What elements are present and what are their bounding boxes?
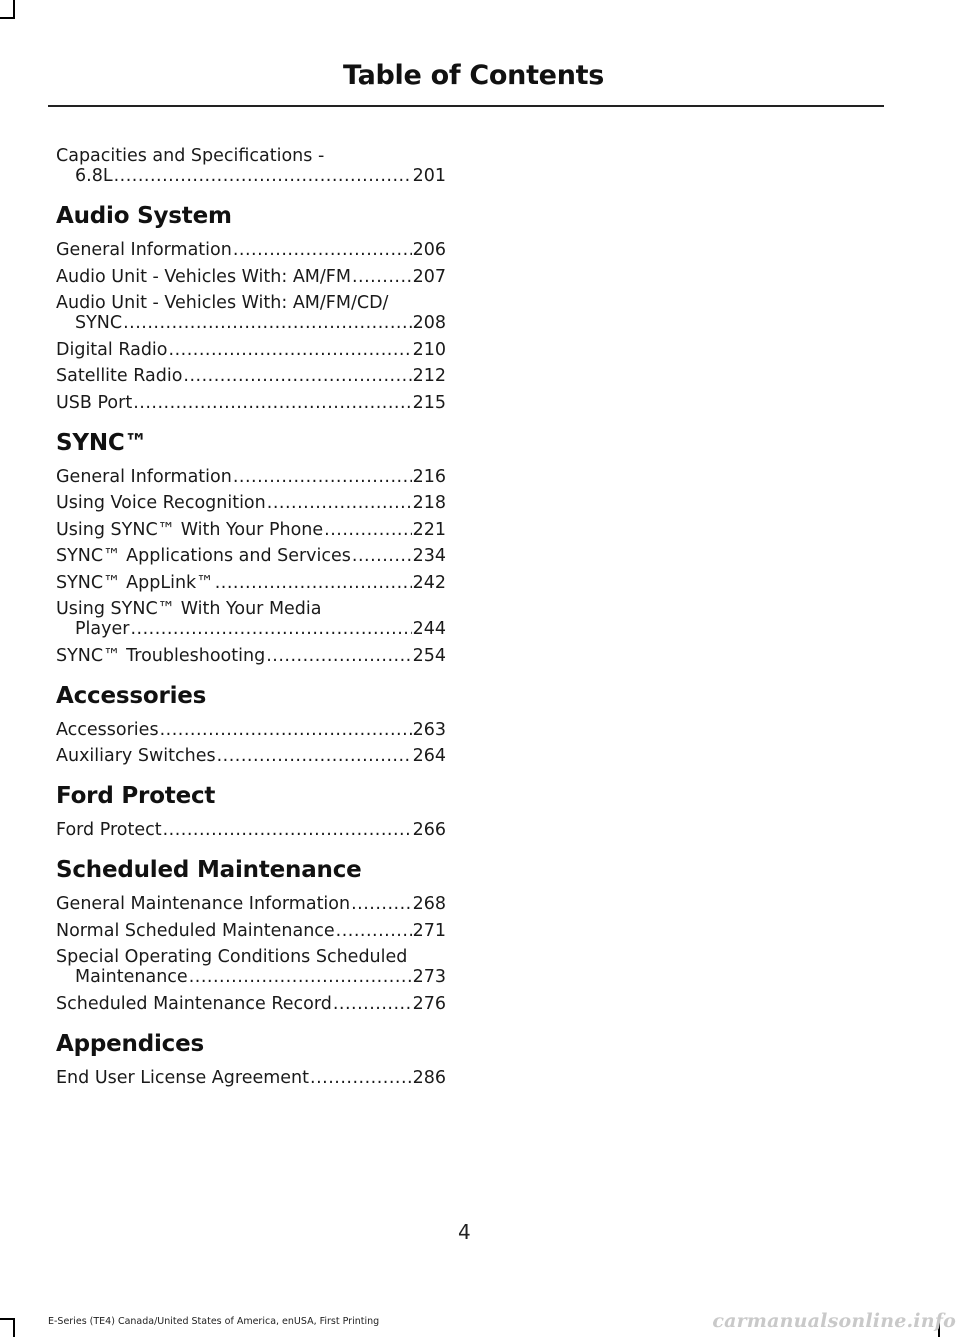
toc-entry-label: SYNC bbox=[75, 313, 123, 333]
toc-entry[interactable] bbox=[56, 493, 446, 513]
toc-entry[interactable] bbox=[56, 894, 446, 914]
header-divider bbox=[48, 105, 884, 107]
dot-leader bbox=[233, 240, 412, 260]
toc-entry[interactable] bbox=[56, 1068, 446, 1088]
crop-mark bbox=[0, 17, 15, 19]
dot-leader bbox=[333, 994, 412, 1014]
toc-entry[interactable] bbox=[56, 947, 446, 987]
toc-entry[interactable] bbox=[56, 746, 446, 766]
toc-entry-label-line1: Special Operating Conditions Scheduled bbox=[56, 947, 408, 967]
toc-entry[interactable] bbox=[56, 599, 446, 639]
toc-entry-label: General Information bbox=[56, 240, 232, 260]
dot-leader bbox=[266, 646, 411, 666]
toc-entry-label: Scheduled Maintenance Record bbox=[56, 993, 332, 1014]
toc-entry-page: 206 bbox=[412, 240, 446, 260]
toc-entry[interactable] bbox=[56, 546, 446, 566]
toc-entry[interactable] bbox=[56, 994, 446, 1014]
toc-entry-page: 271 bbox=[412, 920, 446, 941]
toc-entry-label: General Maintenance Information bbox=[56, 894, 351, 914]
toc-entry-page: 268 bbox=[412, 894, 446, 914]
toc-entry-label: General Information bbox=[56, 466, 232, 487]
dot-leader bbox=[169, 340, 412, 360]
dot-leader bbox=[217, 746, 412, 766]
toc-entry-page: 242 bbox=[412, 572, 446, 593]
dot-leader bbox=[114, 166, 412, 186]
dot-leader bbox=[310, 1068, 412, 1088]
toc-entry[interactable] bbox=[56, 146, 446, 186]
toc-entry[interactable] bbox=[56, 720, 446, 740]
toc-entry-page: 221 bbox=[412, 519, 446, 540]
toc-entry[interactable] bbox=[56, 293, 446, 333]
toc-entry[interactable] bbox=[56, 646, 446, 666]
toc-entry-label: Digital Radio bbox=[56, 339, 168, 360]
toc-entry[interactable] bbox=[56, 340, 446, 360]
crop-mark bbox=[0, 1318, 15, 1320]
toc-entry-page: 276 bbox=[412, 993, 446, 1014]
toc-entry-label: Maintenance bbox=[75, 967, 188, 987]
toc-entry[interactable] bbox=[56, 393, 446, 413]
section-heading: SYNC™ bbox=[56, 429, 148, 456]
toc-entry[interactable] bbox=[56, 467, 446, 487]
toc-entry-label: 6.8L bbox=[75, 166, 113, 186]
toc-entry-label: Normal Scheduled Maintenance bbox=[56, 920, 335, 941]
toc-entry-label: SYNC™ Troubleshooting bbox=[56, 645, 266, 666]
watermark: carmanualsonline.info bbox=[712, 1310, 956, 1332]
toc-entry[interactable] bbox=[56, 240, 446, 260]
toc-entry[interactable] bbox=[56, 366, 446, 386]
toc-entry-label: End User License Agreement bbox=[56, 1067, 309, 1088]
toc-entry-label: Ford Protect bbox=[56, 820, 162, 840]
toc-entry-label: Player bbox=[75, 619, 130, 639]
toc-entry-page: 216 bbox=[412, 466, 446, 487]
dot-leader bbox=[183, 366, 411, 386]
toc-entry[interactable] bbox=[56, 267, 446, 287]
toc-entry-page: 218 bbox=[412, 493, 446, 513]
section-heading: Accessories bbox=[56, 682, 207, 709]
toc-entry-page: 212 bbox=[412, 366, 446, 386]
toc-entry-page: 286 bbox=[412, 1067, 446, 1088]
toc-entry-page: 244 bbox=[412, 619, 446, 639]
dot-leader bbox=[189, 967, 412, 987]
dot-leader bbox=[160, 720, 412, 740]
toc-entry-label: SYNC™ AppLink™ bbox=[56, 572, 214, 593]
crop-mark bbox=[13, 0, 15, 17]
toc-entry-label: Using SYNC™ With Your Phone bbox=[56, 519, 324, 540]
dot-leader bbox=[133, 393, 411, 413]
section-heading: Ford Protect bbox=[56, 783, 216, 809]
section-heading: Scheduled Maintenance bbox=[56, 857, 362, 883]
toc-entry-page: 210 bbox=[412, 339, 446, 360]
toc-entry-page: 234 bbox=[412, 546, 446, 566]
toc-entry-label-line1: Using SYNC™ With Your Media bbox=[56, 599, 322, 619]
dot-leader bbox=[130, 619, 411, 639]
dot-leader bbox=[123, 313, 411, 333]
toc-entry[interactable] bbox=[56, 520, 446, 540]
toc-entry[interactable] bbox=[56, 820, 446, 840]
toc-entry-label-line1: Audio Unit - Vehicles With: AM/FM/CD/ bbox=[56, 293, 389, 313]
toc-entry-page: 266 bbox=[412, 820, 446, 840]
toc-entry-label: Auxiliary Switches bbox=[56, 746, 216, 766]
toc-entry[interactable] bbox=[56, 921, 446, 941]
page-number: 4 bbox=[458, 1220, 471, 1244]
toc-entry-page: 254 bbox=[412, 645, 446, 666]
page-title: Table of Contents bbox=[342, 60, 604, 91]
section-heading: Appendices bbox=[56, 1030, 204, 1057]
toc-entry-label: USB Port bbox=[56, 392, 133, 413]
toc-entry-page: 273 bbox=[412, 967, 446, 987]
toc-entry-label: SYNC™ Applications and Services bbox=[56, 546, 351, 566]
dot-leader bbox=[352, 267, 412, 287]
toc-entry-page: 201 bbox=[412, 166, 446, 186]
toc-entry-page: 264 bbox=[412, 746, 446, 766]
edition-footer: E-Series (TE4) Canada/United States of America, enUSA, First Printing bbox=[48, 1316, 380, 1327]
table-of-contents bbox=[56, 146, 446, 1094]
toc-entry-page: 207 bbox=[412, 266, 446, 287]
toc-entry-page: 215 bbox=[412, 392, 446, 413]
toc-entry-page: 208 bbox=[412, 313, 446, 333]
dot-leader bbox=[336, 921, 412, 941]
toc-entry-label: Audio Unit - Vehicles With: AM/FM bbox=[56, 266, 351, 287]
crop-mark bbox=[13, 1318, 15, 1337]
dot-leader bbox=[233, 467, 412, 487]
toc-entry-label-line1: Capacities and Specifications - bbox=[56, 146, 325, 166]
dot-leader bbox=[352, 546, 412, 566]
toc-entry-label: Using Voice Recognition bbox=[56, 493, 266, 513]
toc-entry-label: Accessories bbox=[56, 719, 159, 740]
dot-leader bbox=[324, 520, 411, 540]
section-heading: Audio System bbox=[56, 203, 232, 229]
toc-entry-label: Satellite Radio bbox=[56, 366, 183, 386]
dot-leader bbox=[215, 573, 412, 593]
toc-entry-page: 263 bbox=[412, 719, 446, 740]
dot-leader bbox=[351, 894, 412, 914]
toc-entry[interactable] bbox=[56, 573, 446, 593]
dot-leader bbox=[163, 820, 412, 840]
dot-leader bbox=[267, 493, 412, 513]
